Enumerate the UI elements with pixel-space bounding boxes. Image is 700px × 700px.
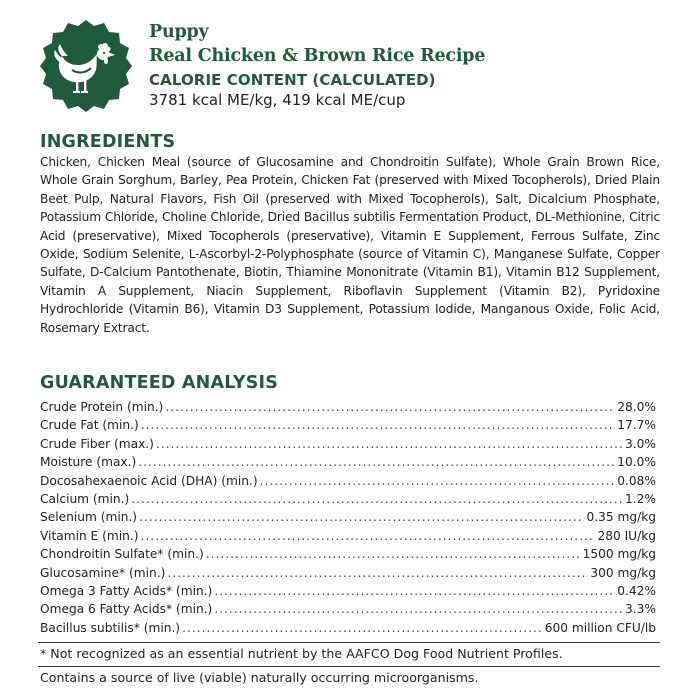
analysis-value: 300 mg/kg (590, 565, 656, 580)
chicken-badge (38, 18, 134, 114)
analysis-value: 3.0% (625, 436, 656, 451)
aafco-footnote: * Not recognized as an essential nutrient by the AAFCO Dog Food Nutrient Profiles. (40, 646, 563, 661)
dot-leader (182, 619, 543, 637)
life-stage: Puppy (149, 22, 209, 42)
analysis-value: 0.35 mg/kg (586, 510, 656, 525)
dot-leader (167, 564, 588, 582)
analysis-label: Calcium (min.) (40, 491, 130, 506)
analysis-value: 10.0% (617, 455, 656, 470)
analysis-title: GUARANTEED ANALYSIS (40, 373, 279, 393)
analysis-row (40, 600, 656, 618)
analysis-row (40, 619, 656, 637)
analysis-label: Bacillus subtilis* (min.) (40, 620, 181, 635)
analysis-value: 1.2% (625, 491, 656, 506)
product-header (149, 20, 485, 110)
analysis-value: 280 IU/kg (597, 528, 656, 543)
analysis-label: Vitamin E (min.) (40, 528, 139, 543)
dot-leader (214, 600, 623, 618)
analysis-label: Selenium (min.) (40, 510, 138, 525)
calorie-value: 3781 kcal ME/kg, 419 kcal ME/cup (149, 91, 406, 109)
calorie-title: CALORIE CONTENT (CALCULATED) (149, 71, 436, 89)
analysis-value: 0.08% (617, 473, 656, 488)
dot-leader (131, 490, 623, 508)
dot-leader (165, 398, 615, 416)
analysis-label: Omega 3 Fatty Acids* (min.) (40, 583, 213, 598)
analysis-label: Omega 6 Fatty Acids* (min.) (40, 602, 213, 617)
analysis-value: 0.42% (617, 583, 656, 598)
analysis-row (40, 453, 656, 471)
dot-leader (214, 582, 615, 600)
dot-leader (156, 435, 623, 453)
analysis-row (40, 508, 656, 526)
analysis-value: 3.3% (625, 602, 656, 617)
analysis-label: Docosahexaenoic Acid (DHA) (min.) (40, 473, 258, 488)
analysis-value: 17.7% (617, 418, 656, 433)
dot-leader (260, 472, 616, 490)
analysis-row (40, 527, 656, 545)
recipe-name: Real Chicken & Brown Rice Recipe (149, 46, 486, 66)
dot-leader (206, 545, 581, 563)
analysis-label: Moisture (max.) (40, 455, 137, 470)
analysis-label: Crude Fat (min.) (40, 418, 139, 433)
dot-leader (141, 416, 616, 434)
divider (38, 666, 660, 667)
analysis-row (40, 582, 656, 600)
analysis-row (40, 564, 656, 582)
analysis-row (40, 490, 656, 508)
analysis-value: 600 million CFU/lb (544, 620, 656, 635)
analysis-label: Crude Fiber (max.) (40, 436, 154, 451)
dot-leader (138, 453, 615, 471)
analysis-label: Glucosamine* (min.) (40, 565, 166, 580)
analysis-value: 1500 mg/kg (582, 547, 656, 562)
ingredients-title: INGREDIENTS (40, 132, 176, 152)
divider (38, 642, 660, 643)
analysis-row (40, 435, 656, 453)
dot-leader (139, 508, 584, 526)
chicken-icon (38, 18, 134, 114)
live-microorganisms-note: Contains a source of live (viable) naturally occurring microorganisms. (40, 670, 479, 685)
analysis-row (40, 416, 656, 434)
analysis-row (40, 398, 656, 416)
analysis-row (40, 472, 656, 490)
analysis-row (40, 545, 656, 563)
ingredients-text: Chicken, Chicken Meal (source of Glucosamine and Chondroitin Sulfate), Whole Grain Brown Rice, Whole Grain Sorghum, Barley, Pea Protein, Chicken Fat (preserved with Mixed Tocopherols), Dried Plain Beet Pulp, Natural Flavors, Fish Oil (preserved with Mixed Tocopherols), Salt, Dicalcium Phosphate, Potassium Chloride, Choline Chloride, Dried Bacillus subtilis Fermentation Product, DL-Methionine, Citric Acid (preservative), Mixed Tocopherols (preservative), Vitamin E Supplement, Ferrous Sulfate, Zinc Oxide, Sodium Selenite, L-Ascorbyl-2-Polyphosphate (source of Vitamin C), Manganese Sulfate, Copper Sulfate, D-Calcium Pantothenate, Biotin, Thiamine Mononitrate (Vitamin B1), Vitamin B12 Supplement, Vitamin A Supplement, Niacin Supplement, Riboflavin Supplement (Vitamin B2), Pyridoxine Hydrochloride (Vitamin B6), Vitamin D3 Supplement, Potassium Iodide, Manganous Oxide, Folic Acid, Rosemary Extract. (40, 155, 660, 335)
dot-leader (141, 527, 596, 545)
analysis-value: 28.0% (617, 400, 656, 414)
analysis-label: Chondroitin Sulfate* (min.) (40, 547, 204, 562)
analysis-label: Crude Protein (min.) (40, 400, 164, 414)
analysis-list (40, 398, 656, 637)
